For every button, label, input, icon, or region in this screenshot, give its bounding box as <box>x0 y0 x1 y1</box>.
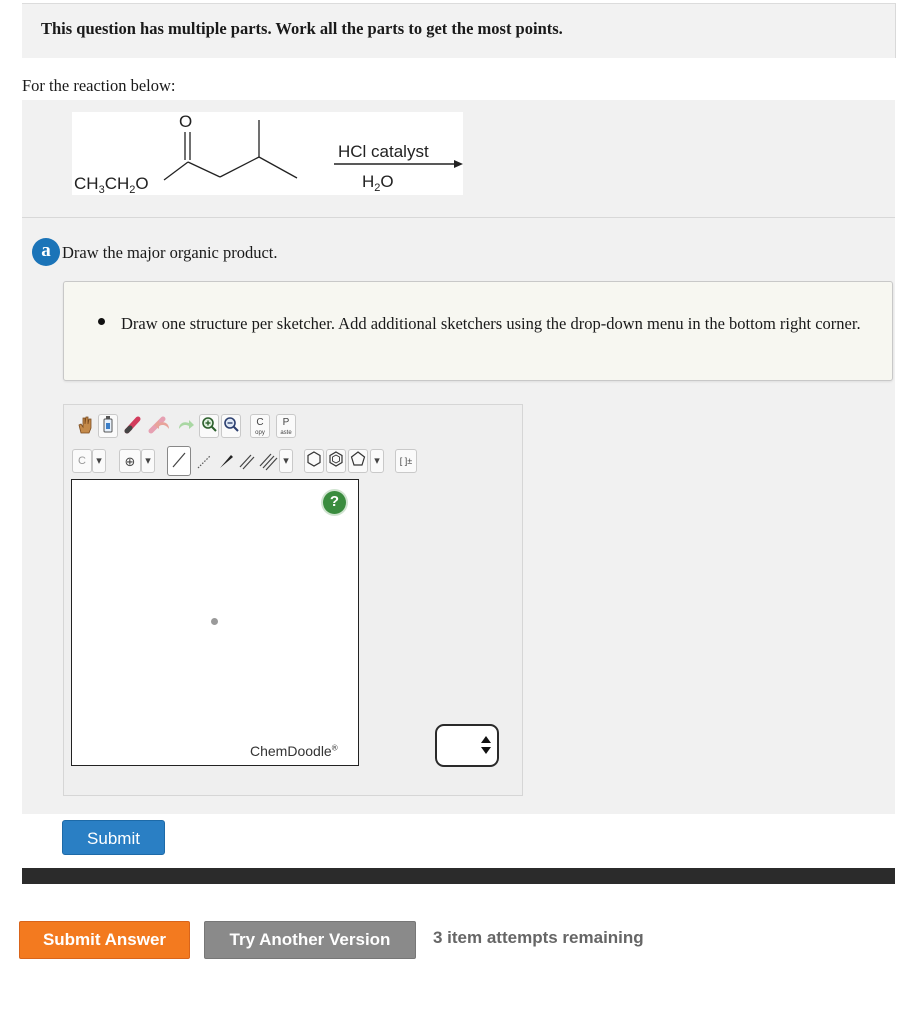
triple-bond-icon[interactable] <box>257 449 277 473</box>
paste-sub-label: aste <box>280 430 292 436</box>
try-another-version-button[interactable]: Try Another Version <box>204 921 416 959</box>
instruction-box <box>63 281 893 381</box>
cyclopentane-tool[interactable] <box>348 449 368 473</box>
carbonyl-oxygen-label: O <box>179 112 193 131</box>
part-prompt: Draw the major organic product. <box>62 243 278 262</box>
sketcher-count-stepper[interactable] <box>435 724 499 767</box>
brand-text: ChemDoodle <box>250 743 332 759</box>
submit-answer-button[interactable]: Submit Answer <box>19 921 190 959</box>
reagent-above-label: HCl catalyst <box>338 142 429 161</box>
ring-dropdown-icon[interactable]: ▾ <box>370 449 384 473</box>
copy-label: C <box>256 417 264 428</box>
undo-icon[interactable] <box>152 414 172 438</box>
reaction-scheme <box>72 112 463 195</box>
reaction-intro: For the reaction below: <box>22 76 176 95</box>
copy-sub-label: opy <box>255 430 265 436</box>
paste-label: P <box>282 417 290 428</box>
bond-dropdown-icon[interactable]: ▾ <box>279 449 293 473</box>
benzene-tool[interactable] <box>326 449 346 473</box>
copy-button[interactable] <box>250 414 270 438</box>
charge-selector[interactable]: ⊕ <box>119 449 141 473</box>
part-submit-button[interactable]: Submit <box>62 820 165 855</box>
notice-text: This question has multiple parts. Work all the parts to get the most points. <box>41 19 563 38</box>
single-bond-tool[interactable] <box>167 446 191 476</box>
redo-icon[interactable] <box>174 414 194 438</box>
cyclohexane-tool[interactable] <box>304 449 324 473</box>
element-selector[interactable]: C <box>72 449 92 473</box>
double-bond-icon[interactable] <box>236 449 256 473</box>
element-dropdown-icon[interactable]: ▾ <box>92 449 106 473</box>
reagent-below-label: $H_2O$ <box>362 172 394 194</box>
zoom-out-icon[interactable] <box>221 414 241 438</box>
stepper-arrows-icon <box>437 726 497 765</box>
bracket-tool[interactable]: [ ]± <box>395 449 417 473</box>
section-divider <box>22 868 895 884</box>
instruction-text: Draw one structure per sketcher. Add additional sketchers using the drop-down menu in the bottom right corner. <box>121 314 861 333</box>
help-icon[interactable]: ? <box>323 491 346 514</box>
canvas-atom-dot <box>211 618 218 625</box>
bullet-icon <box>98 318 105 325</box>
multipart-notice <box>22 3 896 58</box>
wedge-bond-icon[interactable] <box>215 449 235 473</box>
attempts-remaining: 3 item attempts remaining <box>433 928 644 947</box>
pan-hand-icon[interactable] <box>75 414 95 438</box>
charge-dropdown-icon[interactable]: ▾ <box>141 449 155 473</box>
brand-mark: ® <box>331 743 338 753</box>
eraser-icon[interactable] <box>122 414 142 438</box>
paste-button[interactable] <box>276 414 296 438</box>
part-label-badge: a <box>32 238 60 266</box>
reactant-structure <box>72 112 463 195</box>
ethoxy-group-label: $CH_3CH_2O$ <box>74 174 149 195</box>
chemdoodle-brand <box>250 743 338 759</box>
clear-canvas-icon[interactable] <box>98 414 118 438</box>
recessed-bond-icon[interactable] <box>193 449 213 473</box>
zoom-in-icon[interactable] <box>199 414 219 438</box>
